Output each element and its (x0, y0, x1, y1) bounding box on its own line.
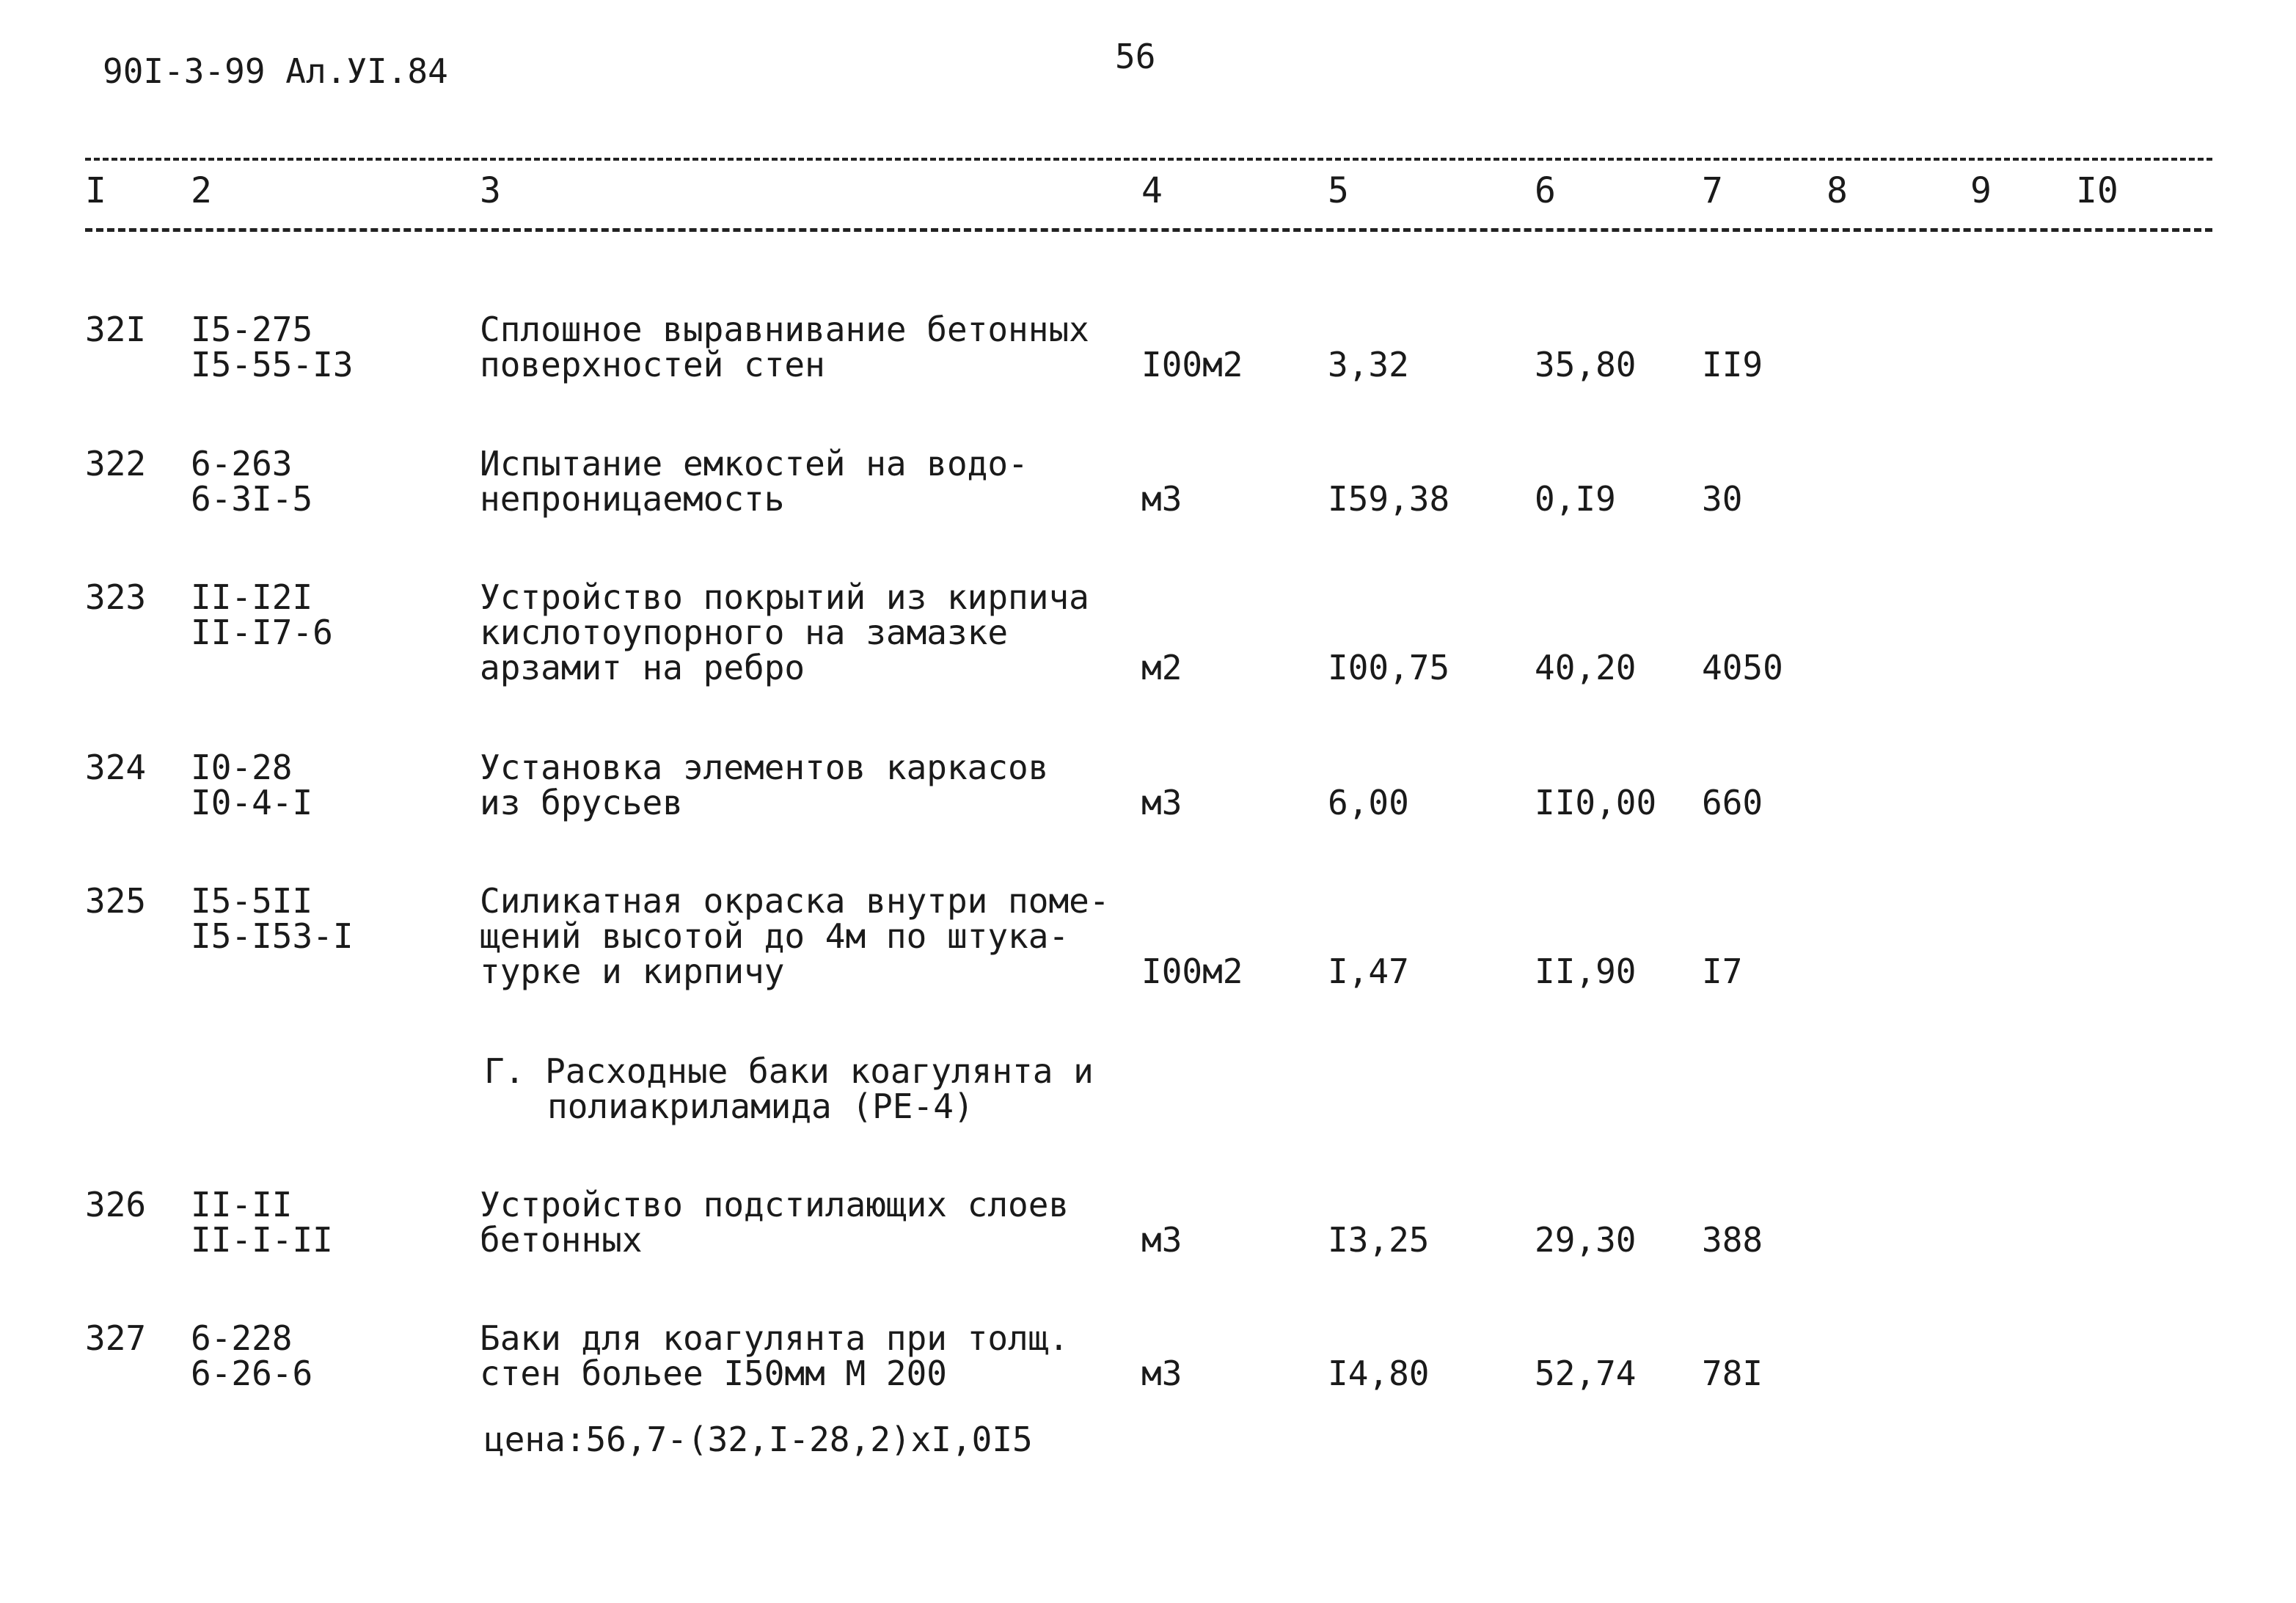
row-unit: I00м2 (1141, 345, 1243, 384)
column-number: 5 (1328, 170, 1349, 211)
row-number: 322 (85, 444, 147, 483)
row-description: Баки для коагулянта при толщ. стен бoльее I50мм М 200 (480, 1318, 1070, 1393)
row-number: 326 (85, 1185, 147, 1224)
row-description: Установка элементов каркасов из брусьев (480, 748, 1049, 822)
row-quantity: I59,38 (1328, 479, 1450, 519)
row-price: 29,30 (1535, 1220, 1637, 1260)
row-description: Устройство покрытий из кирпича кислотоупорного на замазке арзамит на ребро (480, 577, 1089, 687)
row-price: II0,00 (1535, 783, 1657, 822)
row-codes: I5-275 I5-55-I3 (191, 310, 354, 384)
row-unit: м3 (1141, 1354, 1182, 1393)
row-quantity: I,47 (1328, 952, 1409, 991)
price-calculation-note: цена:56,7-(32,I-28,2)хI,0I5 (484, 1420, 1033, 1459)
row-total: 388 (1702, 1220, 1763, 1260)
row-quantity: I4,80 (1328, 1354, 1430, 1393)
row-quantity: 3,32 (1328, 345, 1409, 384)
row-number: 325 (85, 881, 147, 921)
row-price: 35,80 (1535, 345, 1637, 384)
row-description: Сплошное выравнивание бетонных поверхностей стен (480, 310, 1089, 384)
row-total: 78I (1702, 1354, 1763, 1393)
column-number: 8 (1827, 170, 1848, 211)
row-quantity: I00,75 (1328, 648, 1450, 687)
column-number: I0 (2076, 170, 2118, 211)
table-rule-bottom (85, 228, 2212, 232)
row-total: 4050 (1702, 648, 1783, 687)
row-total: 30 (1702, 479, 1743, 519)
row-codes: II-I2I II-I7-6 (191, 577, 333, 652)
row-codes: I5-5II I5-I53-I (191, 881, 354, 956)
column-number: 4 (1141, 170, 1163, 211)
column-number: 9 (1970, 170, 1992, 211)
row-quantity: I3,25 (1328, 1220, 1430, 1260)
row-unit: м3 (1141, 479, 1182, 519)
column-number: I (85, 170, 106, 211)
row-description: Испытание емкостей на водо- непроницаемость (480, 444, 1028, 519)
row-price: II,90 (1535, 952, 1637, 991)
row-unit: м3 (1141, 1220, 1182, 1260)
column-number: 6 (1535, 170, 1556, 211)
row-total: 660 (1702, 783, 1763, 822)
row-codes: II-II II-I-II (191, 1185, 333, 1260)
row-number: 323 (85, 577, 147, 617)
page-number: 56 (1115, 37, 1156, 76)
section-heading (484, 1051, 1094, 1126)
document-code: 90I-3-99 Ал.УI.84 (103, 51, 448, 91)
row-codes: 6-263 6-3I-5 (191, 444, 313, 519)
row-number: 327 (85, 1318, 147, 1358)
row-unit: м3 (1141, 783, 1182, 822)
row-codes: 6-228 6-26-6 (191, 1318, 313, 1393)
row-price: 0,I9 (1535, 479, 1616, 519)
row-unit: I00м2 (1141, 952, 1243, 991)
row-description: Силикатная окраска внутри поме- щений высотой до 4м по штука- турке и кирпичу (480, 881, 1110, 991)
row-total: II9 (1702, 345, 1763, 384)
section-heading-line1: Г. Расходные баки коагулянта и (484, 1051, 1094, 1091)
row-total: I7 (1702, 952, 1743, 991)
column-number: 3 (480, 170, 501, 211)
row-codes: I0-28 I0-4-I (191, 748, 313, 822)
section-heading-line2: полиакриламида (РЕ-4) (547, 1087, 974, 1126)
row-price: 40,20 (1535, 648, 1637, 687)
row-description: Устройство подстилающих слоев бетонных (480, 1185, 1070, 1260)
table-rule-top (85, 158, 2212, 161)
column-number: 2 (191, 170, 212, 211)
row-number: 32I (85, 310, 147, 349)
column-number: 7 (1702, 170, 1723, 211)
row-unit: м2 (1141, 648, 1182, 687)
row-price: 52,74 (1535, 1354, 1637, 1393)
row-number: 324 (85, 748, 147, 787)
row-quantity: 6,00 (1328, 783, 1409, 822)
